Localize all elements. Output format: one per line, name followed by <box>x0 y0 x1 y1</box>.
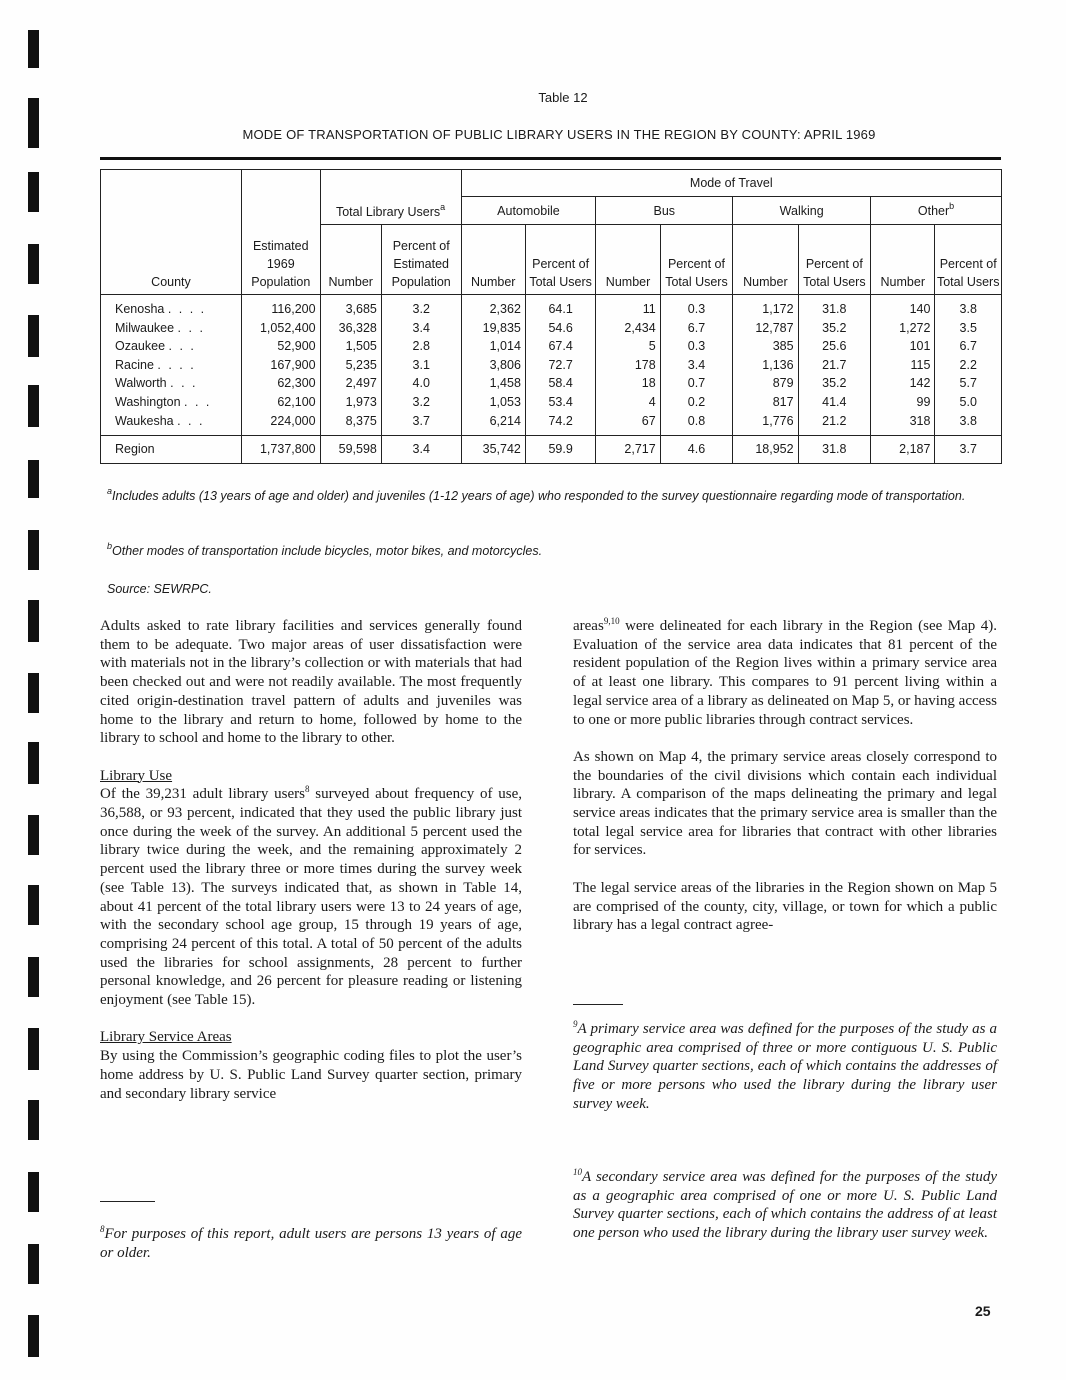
header-walk-percent: Percent of Total Users <box>798 225 871 295</box>
cell-county: Washington . . . <box>101 393 242 412</box>
source-note: Source: SEWRPC. <box>107 582 212 596</box>
footnote-rule <box>100 1201 155 1202</box>
cell-walk-n: 385 <box>733 337 798 356</box>
cell-pct-pop: 3.7 <box>381 412 461 436</box>
cell-other-p: 5.0 <box>935 393 1002 412</box>
cell-bus-n: 5 <box>596 337 660 356</box>
right-column <box>573 617 997 935</box>
header-automobile: Automobile <box>461 197 596 225</box>
table-row <box>101 337 1002 356</box>
header-mode-of-travel: Mode of Travel <box>461 170 1001 197</box>
cell-walk-n: 1,172 <box>733 295 798 319</box>
total-users: 59,598 <box>320 436 381 464</box>
cell-other-p: 3.8 <box>935 412 1002 436</box>
cell-population: 1,052,400 <box>241 319 320 338</box>
paragraph: Of the 39,231 adult library users$^8$ surveyed about frequency of use, 36,588, or 93 percent, indicated that they used the public library just once during the week of the survey. An additional 5 percent used the library twice during the week, and the remaining approximately 2 percent used the library three or more times during the survey week (see Table 13). The surveys indicated that, as shown in Table 14, about 41 percent of the total library users were 13 to 24 years of age, with the secondary school age group, 15 through 19 years of age, comprising 24 percent of this total. A total of 50 percent of the adults used the libraries for school assignments, 28 percent to further personal knowledge, and 26 percent for pleasure reading or listening enjoyment (see Table 15). <box>100 784 522 1009</box>
cell-pct-pop: 3.4 <box>381 319 461 338</box>
binding-mark <box>28 885 39 925</box>
cell-population: 62,100 <box>241 393 320 412</box>
cell-other-p: 3.5 <box>935 319 1002 338</box>
binding-mark <box>28 1028 39 1070</box>
paragraph: By using the Commission’s geographic coding files to plot the user’s home address by U. S. Public Land Survey quarter section, primary and secondary library service <box>100 1048 522 1102</box>
cell-auto-p: 53.4 <box>525 393 595 412</box>
cell-auto-n: 19,835 <box>461 319 525 338</box>
header-auto-number: Number <box>461 225 525 295</box>
binding-mark <box>28 530 39 570</box>
cell-pct-pop: 3.2 <box>381 393 461 412</box>
header-auto-percent: Percent of Total Users <box>525 225 595 295</box>
binding-mark <box>28 30 39 68</box>
footnote-10: $^{10}$A secondary service area was defined for the purposes of the study as a geographic area comprised of one or more U. S. Public Land Survey quarter sections, each of which contains the address of at least one person who used the library during the library user survey week. <box>573 1167 997 1242</box>
cell-county: Ozaukee . . . <box>101 337 242 356</box>
footnote-a: $^a$Includes adults (13 years of age and older) and juveniles (1-12 years of age) who responded to the survey questionnaire regarding mode of transportation. <box>107 486 966 503</box>
binding-mark <box>28 315 39 357</box>
paragraph: The legal service areas of the libraries in the Region shown on Map 5 are comprised of the county, city, village, or town for which a public library has a legal contract agree- <box>573 879 997 934</box>
cell-other-n: 318 <box>871 412 935 436</box>
cell-other-n: 115 <box>871 356 935 375</box>
cell-bus-n: 178 <box>596 356 660 375</box>
cell-users: 3,685 <box>320 295 381 319</box>
cell-bus-p: 6.7 <box>660 319 733 338</box>
footnote-9: $^9$A primary service area was defined for the purposes of the study as a geographic area comprised of three or more contiguous U. S. Public Land Survey quarter sections, each of which contains the addresses of five or more persons who used the library during the library user survey week. <box>573 1019 997 1112</box>
binding-mark <box>28 815 39 855</box>
table-row-total <box>101 436 1002 464</box>
cell-walk-n: 1,776 <box>733 412 798 436</box>
cell-walk-p: 35.2 <box>798 374 871 393</box>
cell-county: Milwaukee . . . <box>101 319 242 338</box>
title-rule <box>100 157 1001 160</box>
table-row <box>101 295 1002 319</box>
heading-library-use: Library Use <box>100 767 173 784</box>
cell-other-p: 3.8 <box>935 295 1002 319</box>
cell-users: 5,235 <box>320 356 381 375</box>
header-other: Other$^b$ <box>871 197 1002 225</box>
cell-walk-p: 41.4 <box>798 393 871 412</box>
cell-other-p: 2.2 <box>935 356 1002 375</box>
cell-auto-n: 2,362 <box>461 295 525 319</box>
left-column <box>100 617 522 1103</box>
cell-bus-p: 0.3 <box>660 295 733 319</box>
cell-county: Kenosha . . . . <box>101 295 242 319</box>
binding-mark <box>28 1172 39 1212</box>
header-bus-percent: Percent of Total Users <box>660 225 733 295</box>
binding-mark <box>28 957 39 997</box>
cell-bus-p: 0.8 <box>660 412 733 436</box>
cell-users: 1,973 <box>320 393 381 412</box>
binding-mark <box>28 1100 39 1140</box>
header-walk-number: Number <box>733 225 798 295</box>
header-bus-number: Number <box>596 225 660 295</box>
cell-bus-n: 11 <box>596 295 660 319</box>
cell-walk-p: 25.6 <box>798 337 871 356</box>
table-row <box>101 412 1002 436</box>
binding-mark <box>28 1244 39 1284</box>
total-walk-n: 18,952 <box>733 436 798 464</box>
binding-mark <box>28 600 39 642</box>
cell-bus-p: 3.4 <box>660 356 733 375</box>
total-population: 1,737,800 <box>241 436 320 464</box>
cell-auto-p: 58.4 <box>525 374 595 393</box>
cell-bus-n: 2,434 <box>596 319 660 338</box>
header-other-number: Number <box>871 225 935 295</box>
cell-population: 116,200 <box>241 295 320 319</box>
cell-bus-n: 67 <box>596 412 660 436</box>
cell-county: Waukesha . . . <box>101 412 242 436</box>
heading-library-service-areas: Library Service Areas <box>100 1029 232 1046</box>
cell-bus-n: 18 <box>596 374 660 393</box>
header-population: Estimated 1969 Population <box>241 170 320 295</box>
cell-other-p: 6.7 <box>935 337 1002 356</box>
cell-auto-p: 74.2 <box>525 412 595 436</box>
cell-walk-p: 35.2 <box>798 319 871 338</box>
cell-auto-n: 1,053 <box>461 393 525 412</box>
transportation-table <box>100 169 1002 464</box>
cell-users: 36,328 <box>320 319 381 338</box>
cell-auto-n: 3,806 <box>461 356 525 375</box>
cell-users: 8,375 <box>320 412 381 436</box>
table-row <box>101 319 1002 338</box>
cell-auto-n: 1,458 <box>461 374 525 393</box>
header-walking: Walking <box>733 197 871 225</box>
cell-county: Walworth . . . <box>101 374 242 393</box>
cell-auto-n: 6,214 <box>461 412 525 436</box>
cell-bus-p: 0.7 <box>660 374 733 393</box>
cell-users: 1,505 <box>320 337 381 356</box>
table-row <box>101 356 1002 375</box>
table-row <box>101 393 1002 412</box>
total-other-p: 3.7 <box>935 436 1002 464</box>
binding-mark <box>28 673 39 713</box>
cell-pct-pop: 3.1 <box>381 356 461 375</box>
binding-mark <box>28 385 39 427</box>
cell-walk-p: 21.2 <box>798 412 871 436</box>
binding-mark <box>28 460 39 498</box>
cell-other-n: 142 <box>871 374 935 393</box>
cell-pct-pop: 3.2 <box>381 295 461 319</box>
total-bus-n: 2,717 <box>596 436 660 464</box>
cell-walk-n: 817 <box>733 393 798 412</box>
cell-population: 167,900 <box>241 356 320 375</box>
cell-pct-pop: 4.0 <box>381 374 461 393</box>
cell-walk-n: 879 <box>733 374 798 393</box>
cell-auto-n: 1,014 <box>461 337 525 356</box>
cell-pct-pop: 2.8 <box>381 337 461 356</box>
cell-bus-p: 0.3 <box>660 337 733 356</box>
county-rows <box>101 295 1002 436</box>
cell-auto-p: 67.4 <box>525 337 595 356</box>
footnote-8: $^8$For purposes of this report, adult users are persons 13 years of age or older. <box>100 1224 522 1261</box>
header-bus: Bus <box>596 197 733 225</box>
paragraph: areas$^{9,10}$ were delineated for each library in the Region (see Map 4). Evaluation of the service area data indicates that 81 percent of the resident population of the Region lives within a primary service area of at least one library. This compares to 91 percent living within a legal service area of a library as delineated on Map 5, or having access to one or more public libraries through contract services. <box>573 616 997 728</box>
total-pct-pop: 3.4 <box>381 436 461 464</box>
binding-marks <box>28 0 40 1380</box>
paragraph: Adults asked to rate library facilities and services generally found them to be adequate. Two major areas of user dissatisfaction were with materials not in the library’s collection or with materials that had been checked out and were not readily available. The most frequently cited origin-destination travel pattern of adults and juveniles was home to the library and return to home, followed by home to the library to school and home to the library to other. <box>100 618 522 747</box>
cell-auto-p: 72.7 <box>525 356 595 375</box>
cell-population: 62,300 <box>241 374 320 393</box>
total-bus-p: 4.6 <box>660 436 733 464</box>
cell-population: 52,900 <box>241 337 320 356</box>
cell-walk-n: 12,787 <box>733 319 798 338</box>
footnote-rule <box>573 1004 623 1005</box>
binding-mark <box>28 742 39 784</box>
binding-mark <box>28 1315 39 1357</box>
binding-mark <box>28 244 39 284</box>
header-county: County <box>101 170 242 295</box>
cell-walk-n: 1,136 <box>733 356 798 375</box>
header-users-number: Number <box>320 225 381 295</box>
cell-county: Racine . . . . <box>101 356 242 375</box>
total-walk-p: 31.8 <box>798 436 871 464</box>
header-other-percent: Percent of Total Users <box>935 225 1002 295</box>
cell-population: 224,000 <box>241 412 320 436</box>
total-county: Region <box>101 436 242 464</box>
total-other-n: 2,187 <box>871 436 935 464</box>
cell-users: 2,497 <box>320 374 381 393</box>
cell-other-n: 101 <box>871 337 935 356</box>
header-total-users: Total Library Users$^a$ <box>320 170 461 225</box>
paragraph: As shown on Map 4, the primary service areas closely correspond to the boundaries of the civil divisions which contain each individual library. A comparison of the maps delineating the primary and legal service areas indicates that the primary service area is smaller than the total legal service area for libraries that contract with other libraries for services. <box>573 748 997 859</box>
table-title: MODE OF TRANSPORTATION OF PUBLIC LIBRARY USERS IN THE REGION BY COUNTY: APRIL 1969 <box>242 127 876 142</box>
footnote-b: $^b$Other modes of transportation include bicycles, motor bikes, and motorcycles. <box>107 541 543 558</box>
table-number: Table 12 <box>538 90 588 105</box>
cell-auto-p: 64.1 <box>525 295 595 319</box>
cell-auto-p: 54.6 <box>525 319 595 338</box>
cell-walk-p: 21.7 <box>798 356 871 375</box>
cell-other-p: 5.7 <box>935 374 1002 393</box>
cell-other-n: 140 <box>871 295 935 319</box>
total-auto-p: 59.9 <box>525 436 595 464</box>
cell-other-n: 1,272 <box>871 319 935 338</box>
cell-other-n: 99 <box>871 393 935 412</box>
cell-bus-p: 0.2 <box>660 393 733 412</box>
cell-walk-p: 31.8 <box>798 295 871 319</box>
binding-mark <box>28 172 39 212</box>
cell-bus-n: 4 <box>596 393 660 412</box>
header-percent-population: Percent of Estimated Population <box>381 225 461 295</box>
total-auto-n: 35,742 <box>461 436 525 464</box>
page-number: 25 <box>975 1303 991 1319</box>
table-row <box>101 374 1002 393</box>
